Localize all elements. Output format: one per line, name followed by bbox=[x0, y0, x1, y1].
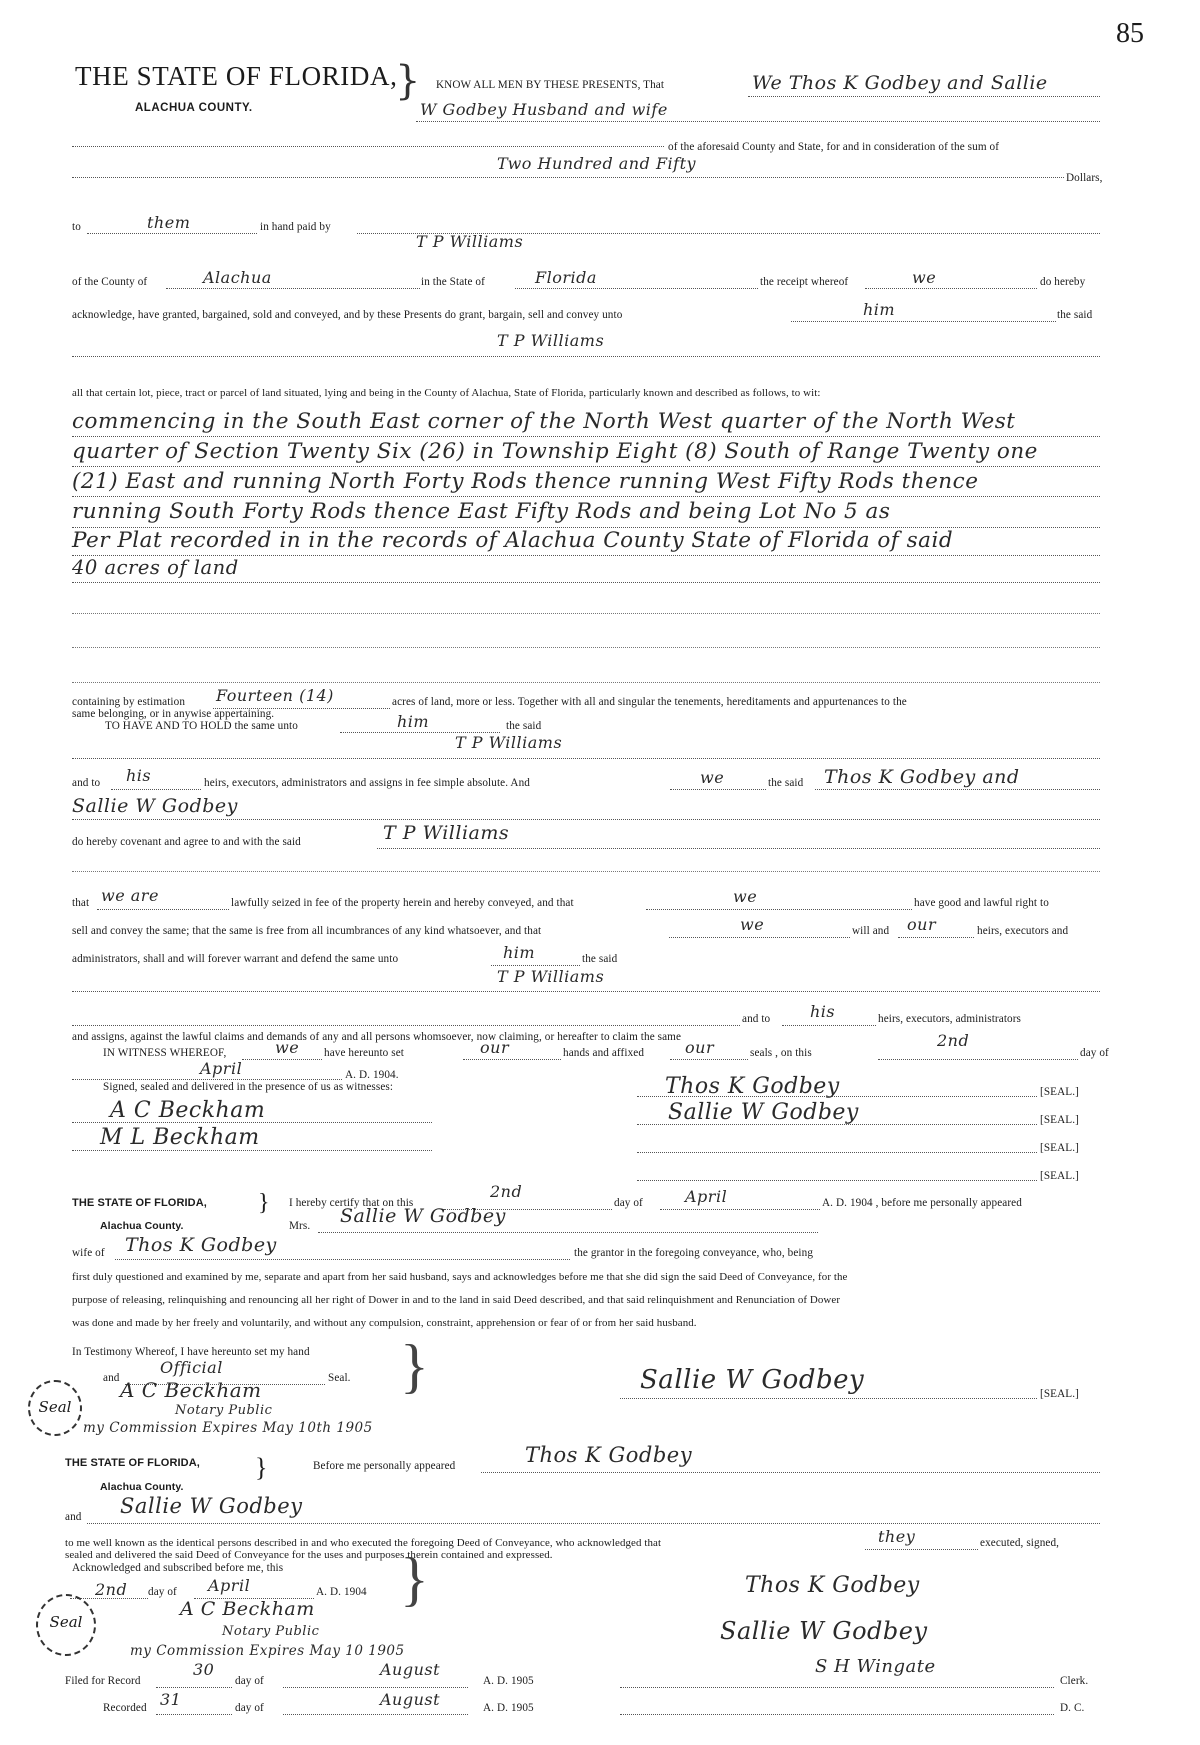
aforesaid-text: of the aforesaid County and State, for and in consideration of the sum of bbox=[668, 141, 1000, 153]
covenant-value: T P Williams bbox=[383, 822, 510, 844]
that2-value: we bbox=[733, 887, 758, 906]
page-number: 85 bbox=[1116, 18, 1144, 49]
ack2-person1: Thos K Godbey bbox=[525, 1443, 693, 1467]
ack2-notary-signature: A C Beckham bbox=[180, 1598, 315, 1620]
ack1-signature: Sallie W Godbey bbox=[640, 1365, 865, 1395]
county-title: ALACHUA COUNTY. bbox=[135, 102, 253, 114]
brace-icon: } bbox=[258, 1190, 270, 1216]
containing-rest2: same belonging, or in anywise appertaining. bbox=[72, 708, 275, 720]
witness-our-2: our bbox=[685, 1038, 715, 1057]
heirs-text: heirs, executors, administrators and assigns in fee simple absolute. And bbox=[204, 777, 530, 789]
grantor-signature: Thos K Godbey bbox=[665, 1074, 840, 1099]
recorded-label: Recorded bbox=[103, 1702, 147, 1714]
ack1-para: first duly questioned and examined by me, separate and apart from her said husband, says and acknowledges before me that she did sign the said Deed of Conveyance, for the bbox=[72, 1271, 848, 1283]
ack2-month: April bbox=[208, 1576, 251, 1595]
unto-value: him bbox=[863, 300, 896, 319]
ack1-day-of: day of bbox=[614, 1197, 643, 1209]
seal-label: [SEAL.] bbox=[1040, 1388, 1079, 1400]
filed-ad: A. D. 1905 bbox=[483, 1675, 534, 1687]
and-to-2-value: his bbox=[810, 1002, 836, 1021]
ack1-mrs: Mrs. bbox=[289, 1220, 311, 1232]
clerk-label: Clerk. bbox=[1060, 1675, 1089, 1687]
dc-label: D. C. bbox=[1060, 1702, 1085, 1714]
ack2-county: Alachua County. bbox=[100, 1481, 184, 1493]
state-value: Florida bbox=[535, 268, 597, 287]
ack1-testimony: In Testimony Whereof, I have hereunto set my hand bbox=[72, 1346, 310, 1358]
brace-icon: } bbox=[255, 1453, 268, 1482]
amount-value: Two Hundred and Fifty bbox=[497, 154, 697, 173]
witness-hands: hands and affixed bbox=[563, 1047, 645, 1059]
seal-label: [SEAL.] bbox=[1040, 1086, 1079, 1098]
seal-stamp-text: Seal bbox=[38, 1397, 72, 1416]
witness-we: we bbox=[275, 1038, 300, 1057]
ack2-subscribed: Acknowledged and subscribed before me, this bbox=[72, 1562, 284, 1574]
have-good: have good and lawful right to bbox=[914, 897, 1049, 909]
will-value: our bbox=[907, 915, 937, 934]
ack2-ad: A. D. 1904 bbox=[316, 1586, 367, 1598]
seal-stamp-text: Seal bbox=[49, 1613, 83, 1632]
brace-icon: } bbox=[395, 58, 421, 104]
grantors-line-2: W Godbey Husband and wife bbox=[420, 100, 668, 119]
and-to-label: and to bbox=[72, 777, 101, 789]
ack2-executed: executed, signed, bbox=[980, 1537, 1060, 1549]
ack2-signature: Thos K Godbey bbox=[745, 1573, 920, 1598]
county-value: Alachua bbox=[203, 268, 272, 287]
ack1-commission: my Commission Expires May 10th 1905 bbox=[83, 1420, 373, 1436]
grant-text: acknowledge, have granted, bargained, sold and conveyed, and by these Presents do grant, bargain, sell and convey unto bbox=[72, 309, 623, 321]
recorded-ad: A. D. 1905 bbox=[483, 1702, 534, 1714]
legal-description-line: quarter of Section Twenty Six (26) in Township Eight (8) South of Range Twenty one bbox=[72, 439, 1038, 464]
in-hand-paid: in hand paid by bbox=[260, 221, 331, 233]
witness-text: IN WITNESS WHEREOF, bbox=[103, 1047, 227, 1059]
heirs-exec: heirs, executors and bbox=[977, 925, 1069, 937]
state-title: THE STATE OF FLORIDA, bbox=[75, 61, 398, 91]
admin-text: administrators, shall and will forever warrant and defend the same unto bbox=[72, 953, 399, 965]
to-label: to bbox=[72, 221, 81, 233]
ack2-before-me: Before me personally appeared bbox=[313, 1460, 456, 1472]
witness-our-1: our bbox=[480, 1038, 510, 1057]
ack1-mrs-value: Sallie W Godbey bbox=[340, 1205, 506, 1227]
description-intro: all that certain lot, piece, tract or parcel of land situated, lying and being in the County of Alachua, State of Florida, particularly known and described as follows, to wit: bbox=[72, 387, 821, 399]
acres-value: Fourteen (14) bbox=[216, 686, 334, 705]
and-to-2: and to bbox=[742, 1013, 771, 1025]
ack2-and: and bbox=[65, 1511, 82, 1523]
dollars-label: Dollars, bbox=[1066, 172, 1103, 184]
witness-day: 2nd bbox=[937, 1031, 970, 1050]
recorded-month: August bbox=[380, 1690, 441, 1709]
ack1-wife-of: wife of bbox=[72, 1247, 105, 1259]
notary-seal-stamp bbox=[28, 1380, 82, 1436]
ack1-official: Official bbox=[160, 1358, 223, 1377]
ack1-county: Alachua County. bbox=[100, 1220, 184, 1232]
sell-text: sell and convey the same; that the same is free from all incumbrances of any kind whatsoever, and that bbox=[72, 925, 542, 937]
ack1-husband: Thos K Godbey bbox=[125, 1234, 277, 1256]
and-value: we bbox=[700, 768, 725, 787]
ack1-notary-title: Notary Public bbox=[175, 1403, 273, 1418]
heirs-grantors-2: Sallie W Godbey bbox=[72, 795, 238, 817]
witness-signature: M L Beckham bbox=[100, 1125, 260, 1150]
brace-icon: } bbox=[400, 1333, 429, 1399]
filed-day: 30 bbox=[193, 1660, 215, 1679]
ack2-line2: sealed and delivered the said Deed of Conveyance for the uses and purposes therein contained and expressed. bbox=[65, 1549, 553, 1561]
filed-day-of: day of bbox=[235, 1675, 264, 1687]
brace-icon: } bbox=[400, 1546, 429, 1612]
notary-seal-stamp bbox=[36, 1594, 96, 1656]
seal-label: [SEAL.] bbox=[1040, 1170, 1079, 1182]
receipt-value: we bbox=[912, 268, 937, 287]
containing-label: containing by estimation bbox=[72, 696, 186, 708]
know-all-men: KNOW ALL MEN BY THESE PRESENTS, That bbox=[436, 79, 665, 91]
ack1-ad: A. D. 1904 , before me personally appeared bbox=[822, 1197, 1022, 1209]
payer-value: T P Williams bbox=[416, 232, 524, 251]
ack1-grantor: the grantor in the foregoing conveyance, who, being bbox=[574, 1247, 814, 1259]
ack1-para: purpose of releasing, relinquishing and renouncing all her right of Dower in and to the land in said Deed described, and that said relinquishment and Renunciation of Dower bbox=[72, 1294, 841, 1306]
heirs-grantors-1: Thos K Godbey and bbox=[824, 766, 1020, 788]
filed-month: August bbox=[380, 1660, 441, 1679]
witness-signature: A C Beckham bbox=[110, 1098, 266, 1123]
do-hereby: do hereby bbox=[1040, 276, 1086, 288]
grantor-signature: Sallie W Godbey bbox=[668, 1100, 859, 1125]
of-county-label: of the County of bbox=[72, 276, 148, 288]
in-state-label: in the State of bbox=[421, 276, 485, 288]
admin-grantee: T P Williams bbox=[497, 967, 605, 986]
grantors-line-1: We Thos K Godbey and Sallie bbox=[752, 72, 1048, 94]
ack2-person2: Sallie W Godbey bbox=[120, 1494, 303, 1518]
admin-value: him bbox=[503, 943, 536, 962]
the-said-label: the said bbox=[1057, 309, 1093, 321]
ack2-state: THE STATE OF FLORIDA, bbox=[65, 1457, 200, 1469]
assigns-text: and assigns, against the lawful claims and demands of any and all persons whomsoever, now claiming, or hereafter to claim the same bbox=[72, 1031, 682, 1043]
ack2-commission: my Commission Expires May 10 1905 bbox=[130, 1643, 405, 1659]
witness-ad: A. D. 1904. bbox=[345, 1069, 399, 1081]
containing-rest: acres of land, more or less. Together with all and singular the tenements, hereditaments and appurtenances to the bbox=[392, 696, 907, 708]
ack2-notary-title: Notary Public bbox=[222, 1624, 320, 1639]
receipt-label: the receipt whereof bbox=[760, 276, 849, 288]
ack1-para: was done and made by her freely and voluntarily, and without any compulsion, constraint, apprehension or fear of or from her said husband. bbox=[72, 1317, 697, 1329]
witness-month: April bbox=[200, 1059, 243, 1078]
witness-day-of: day of bbox=[1080, 1047, 1109, 1059]
ack2-they: they bbox=[878, 1527, 916, 1546]
covenant-text: do hereby covenant and agree to and with the said bbox=[72, 836, 301, 848]
that-label: that bbox=[72, 897, 90, 909]
ack1-state: THE STATE OF FLORIDA, bbox=[72, 1197, 207, 1209]
clerk-signature: S H Wingate bbox=[815, 1656, 936, 1677]
legal-description-line: (21) East and running North Forty Rods thence running West Fifty Rods thence bbox=[72, 469, 979, 494]
seized-text: lawfully seized in fee of the property herein and hereby conveyed, and that bbox=[231, 897, 574, 909]
ack2-line1: to me well known as the identical persons described in and who executed the foregoing Deed of Conveyance, who acknowledged that bbox=[65, 1537, 662, 1549]
ack1-notary-signature: A C Beckham bbox=[120, 1378, 262, 1402]
to-have-value: him bbox=[397, 712, 430, 731]
ack1-month: April bbox=[685, 1187, 728, 1206]
ack1-certify: I hereby certify that on this bbox=[289, 1197, 414, 1209]
to-have-label: TO HAVE AND TO HOLD the same unto bbox=[105, 720, 298, 732]
witness-seals: seals , on this bbox=[750, 1047, 812, 1059]
witness-set: have hereunto set bbox=[324, 1047, 404, 1059]
filed-label: Filed for Record bbox=[65, 1675, 141, 1687]
ack1-and: and bbox=[103, 1372, 120, 1384]
sell-value: we bbox=[740, 915, 765, 934]
legal-description-line: commencing in the South East corner of the North West quarter of the North West bbox=[72, 409, 1016, 434]
to-have-said: the said bbox=[506, 720, 542, 732]
to-have-grantee: T P Williams bbox=[455, 733, 563, 752]
ack2-day-of: day of bbox=[148, 1586, 177, 1598]
ack2-signature: Sallie W Godbey bbox=[720, 1617, 928, 1645]
admin-said: the said bbox=[582, 953, 618, 965]
recorded-day-of: day of bbox=[235, 1702, 264, 1714]
grantee-value: T P Williams bbox=[497, 331, 605, 350]
legal-description-line: running South Forty Rods thence East Fifty Rods and being Lot No 5 as bbox=[72, 499, 891, 524]
seal-label: [SEAL.] bbox=[1040, 1142, 1079, 1154]
that-value: we are bbox=[101, 886, 159, 905]
to-value: them bbox=[147, 213, 191, 232]
heirs-exec-2: heirs, executors, administrators bbox=[878, 1013, 1022, 1025]
ack2-day: 2nd bbox=[95, 1580, 128, 1599]
recorded-day: 31 bbox=[160, 1690, 182, 1709]
legal-description-line: 40 acres of land bbox=[72, 556, 239, 579]
legal-description-line: Per Plat recorded in in the records of Alachua County State of Florida of said bbox=[72, 528, 954, 553]
and-to-value: his bbox=[126, 766, 152, 785]
signed-sealed: Signed, sealed and delivered in the presence of us as witnesses: bbox=[103, 1081, 394, 1093]
seal-label: [SEAL.] bbox=[1040, 1114, 1079, 1126]
will-and: will and bbox=[852, 925, 890, 937]
ack1-day: 2nd bbox=[490, 1182, 523, 1201]
heirs-said: the said bbox=[768, 777, 804, 789]
ack1-seal-word: Seal. bbox=[328, 1372, 351, 1384]
